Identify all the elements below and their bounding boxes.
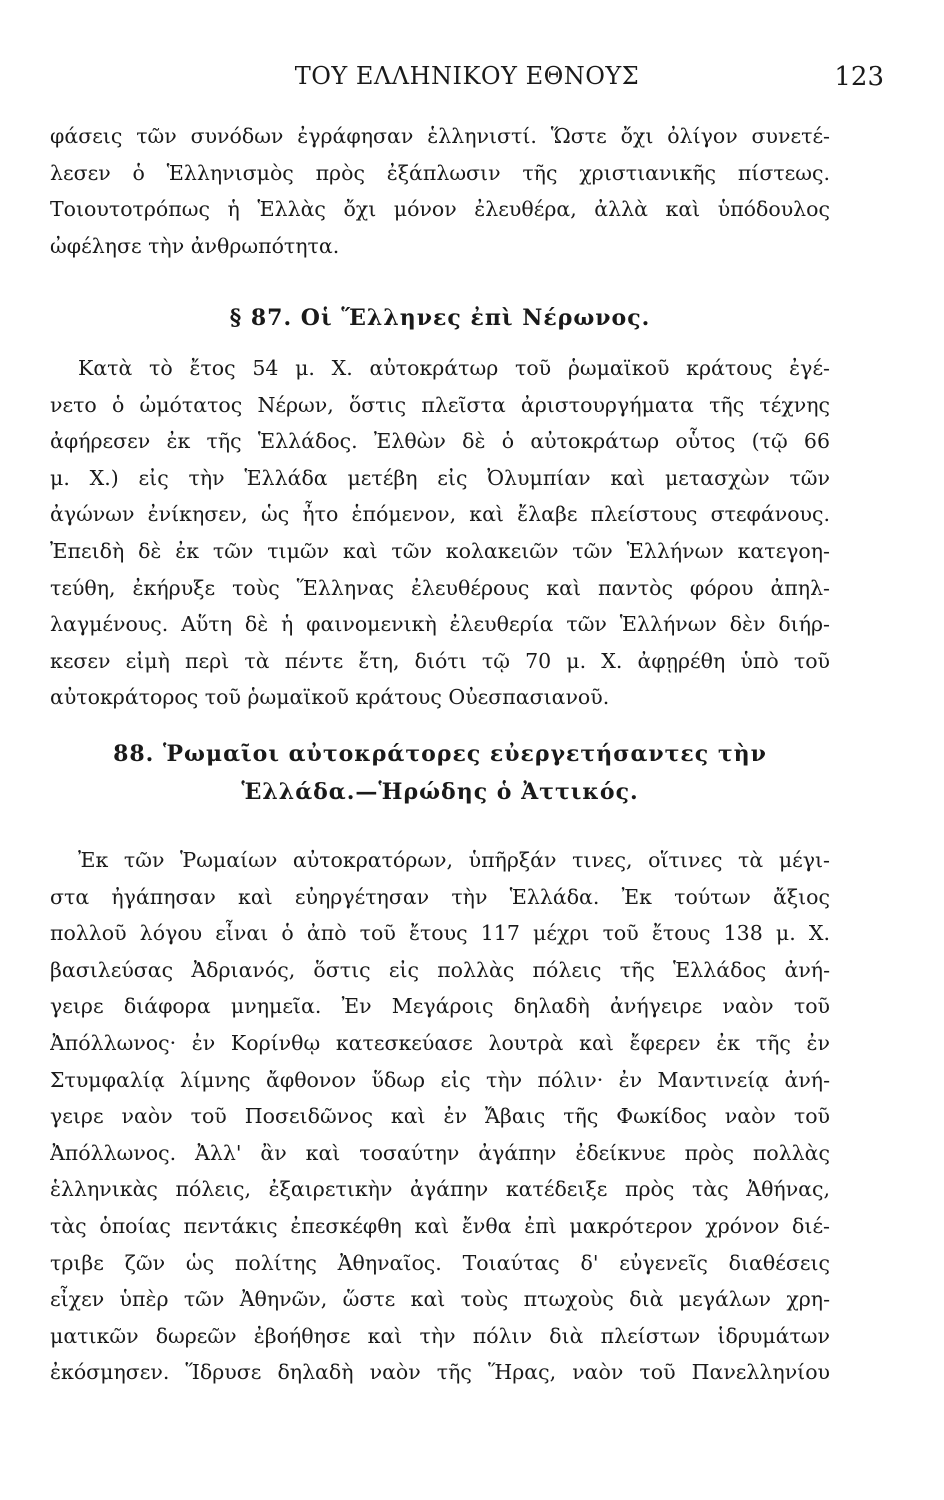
text-line: εἶχεν ὑπὲρ τῶν Ἀθηνῶν, ὥστε καὶ τοὺς πτωχοὺς διὰ μεγάλων χρη- bbox=[50, 1287, 830, 1312]
text-line: Τοιουτοτρόπως ἡ Ἑλλὰς ὄχι μόνον ἐλευθέρα, ἀλλὰ καὶ ὑπόδουλος bbox=[50, 197, 830, 222]
text-line: στα ἠγάπησαν καὶ εὐηργέτησαν τὴν Ἑλλάδα. Ἐκ τούτων ἄξιος bbox=[50, 884, 830, 909]
text-line: λαγμένους. Αὕτη δὲ ἡ φαινομενικὴ ἐλευθερία τῶν Ἑλλήνων δὲν διήρ- bbox=[50, 612, 830, 637]
paragraph-1 bbox=[50, 118, 830, 264]
text-line: γειρε ναὸν τοῦ Ποσειδῶνος καὶ ἐν Ἄβαις τῆς Φωκίδος ναὸν τοῦ bbox=[50, 1104, 830, 1129]
section-88-heading bbox=[50, 736, 830, 772]
section-heading-line-1: 88. Ῥωμαῖοι αὐτοκράτορες εὐεργετήσαντες τὴν bbox=[113, 741, 767, 767]
section-heading-line-2: Ἑλλάδα.—Ἡρώδης ὁ Ἀττικός. bbox=[241, 779, 639, 805]
text-line: Ἐκ τῶν Ῥωμαίων αὐτοκρατόρων, ὑπῆρξάν τινες, οἵτινες τὰ μέγι- bbox=[78, 848, 830, 872]
text-line: κεσεν εἰμὴ περὶ τὰ πέντε ἔτη, διότι τῷ 70 μ. Χ. ἀφῃρέθη ὑπὸ τοῦ bbox=[50, 648, 830, 673]
text-line: λεσεν ὁ Ἑλληνισμὸς πρὸς ἐξάπλωσιν τῆς χριστιανικῆς πίστεως. bbox=[50, 160, 830, 185]
text-line: φάσεις τῶν συνόδων ἐγράφησαν ἑλληνιστί. Ὥστε ὄχι ὀλίγον συνετέ- bbox=[50, 124, 830, 148]
text-line: Στυμφαλίᾳ λίμνης ἄφθονον ὕδωρ εἰς τὴν πόλιν· ἐν Μαντινείᾳ ἀνή- bbox=[50, 1067, 830, 1092]
text-line: τεύθη, ἐκήρυξε τοὺς Ἕλληνας ἐλευθέρους καὶ παντὸς φόρου ἀπηλ- bbox=[50, 575, 830, 600]
page-header bbox=[50, 62, 884, 102]
text-line: Ἀπόλλωνος· ἐν Κορίνθῳ κατεσκεύασε λουτρὰ καὶ ἔφερεν ἐκ τῆς ἐν bbox=[50, 1030, 830, 1055]
text-line: αὐτοκράτορος τοῦ ῥωμαϊκοῦ κράτους Οὐεσπασιανοῦ. bbox=[50, 685, 610, 710]
text-line: ματικῶν δωρεῶν ἐβοήθησε καὶ τὴν πόλιν διὰ πλείστων ἱδρυμάτων bbox=[50, 1323, 830, 1348]
page-number: 123 bbox=[834, 62, 884, 92]
text-line: ἐκόσμησεν. Ἵδρυσε δηλαδὴ ναὸν τῆς Ἥρας, ναὸν τοῦ Πανελληνίου bbox=[50, 1360, 830, 1385]
text-line: τὰς ὁποίας πεντάκις ἐπεσκέφθη καὶ ἔνθα ἐπὶ μακρότερον χρόνον διέ- bbox=[50, 1213, 830, 1238]
text-line: νετο ὁ ὠμότατος Νέρων, ὅστις πλεῖστα ἀριστουργήματα τῆς τέχνης bbox=[50, 392, 830, 417]
text-line: γειρε διάφορα μνημεῖα. Ἐν Μεγάροις δηλαδὴ ἀνήγειρε ναὸν τοῦ bbox=[50, 994, 830, 1019]
text-line: Ἀπόλλωνος. Ἀλλ' ἂν καὶ τοσαύτην ἀγάπην ἐδείκνυε πρὸς πολλὰς bbox=[50, 1140, 830, 1165]
paragraph-2 bbox=[50, 350, 830, 716]
text-line: βασιλεύσας Ἀδριανός, ὅστις εἰς πολλὰς πόλεις τῆς Ἑλλάδος ἀνή- bbox=[50, 957, 830, 982]
text-line: Κατὰ τὸ ἔτος 54 μ. Χ. αὐτοκράτωρ τοῦ ῥωμαϊκοῦ κράτους ἐγέ- bbox=[78, 356, 830, 380]
paragraph-3 bbox=[50, 842, 830, 1391]
text-line: ἑλληνικὰς πόλεις, ἐξαιρετικὴν ἀγάπην κατέδειξε πρὸς τὰς Ἀθήνας, bbox=[50, 1177, 830, 1202]
text-line: τριβε ζῶν ὡς πολίτης Ἀθηναῖος. Τοιαύτας δ' εὐγενεῖς διαθέσεις bbox=[50, 1250, 830, 1275]
text-line: πολλοῦ λόγου εἶναι ὁ ἀπὸ τοῦ ἔτους 117 μέχρι τοῦ ἔτους 138 μ. Χ. bbox=[50, 921, 830, 946]
section-heading-text: § 87. Οἱ Ἕλληνες ἐπὶ Νέρωνος. bbox=[229, 305, 651, 331]
text-line: Ἐπειδὴ δὲ ἐκ τῶν τιμῶν καὶ τῶν κολακειῶν τῶν Ἑλλήνων κατεγοη- bbox=[50, 538, 830, 563]
text-line: ὠφέλησε τὴν ἀνθρωπότητα. bbox=[50, 233, 340, 258]
running-title: ΤΟΥ ΕΛΛΗΝΙΚΟΥ ΕΘΝΟΥΣ bbox=[294, 62, 640, 90]
text-line: ἀφήρεσεν ἐκ τῆς Ἑλλάδος. Ἐλθὼν δὲ ὁ αὐτοκράτωρ οὗτος (τῷ 66 bbox=[50, 429, 830, 454]
section-87-heading bbox=[50, 300, 830, 336]
text-line: ἀγώνων ἐνίκησεν, ὡς ἦτο ἑπόμενον, καὶ ἔλαβε πλείστους στεφάνους. bbox=[50, 502, 830, 527]
section-88-heading-cont bbox=[50, 774, 830, 810]
text-line: μ. Χ.) εἰς τὴν Ἑλλάδα μετέβη εἰς Ὀλυμπίαν καὶ μετασχὼν τῶν bbox=[50, 465, 830, 490]
